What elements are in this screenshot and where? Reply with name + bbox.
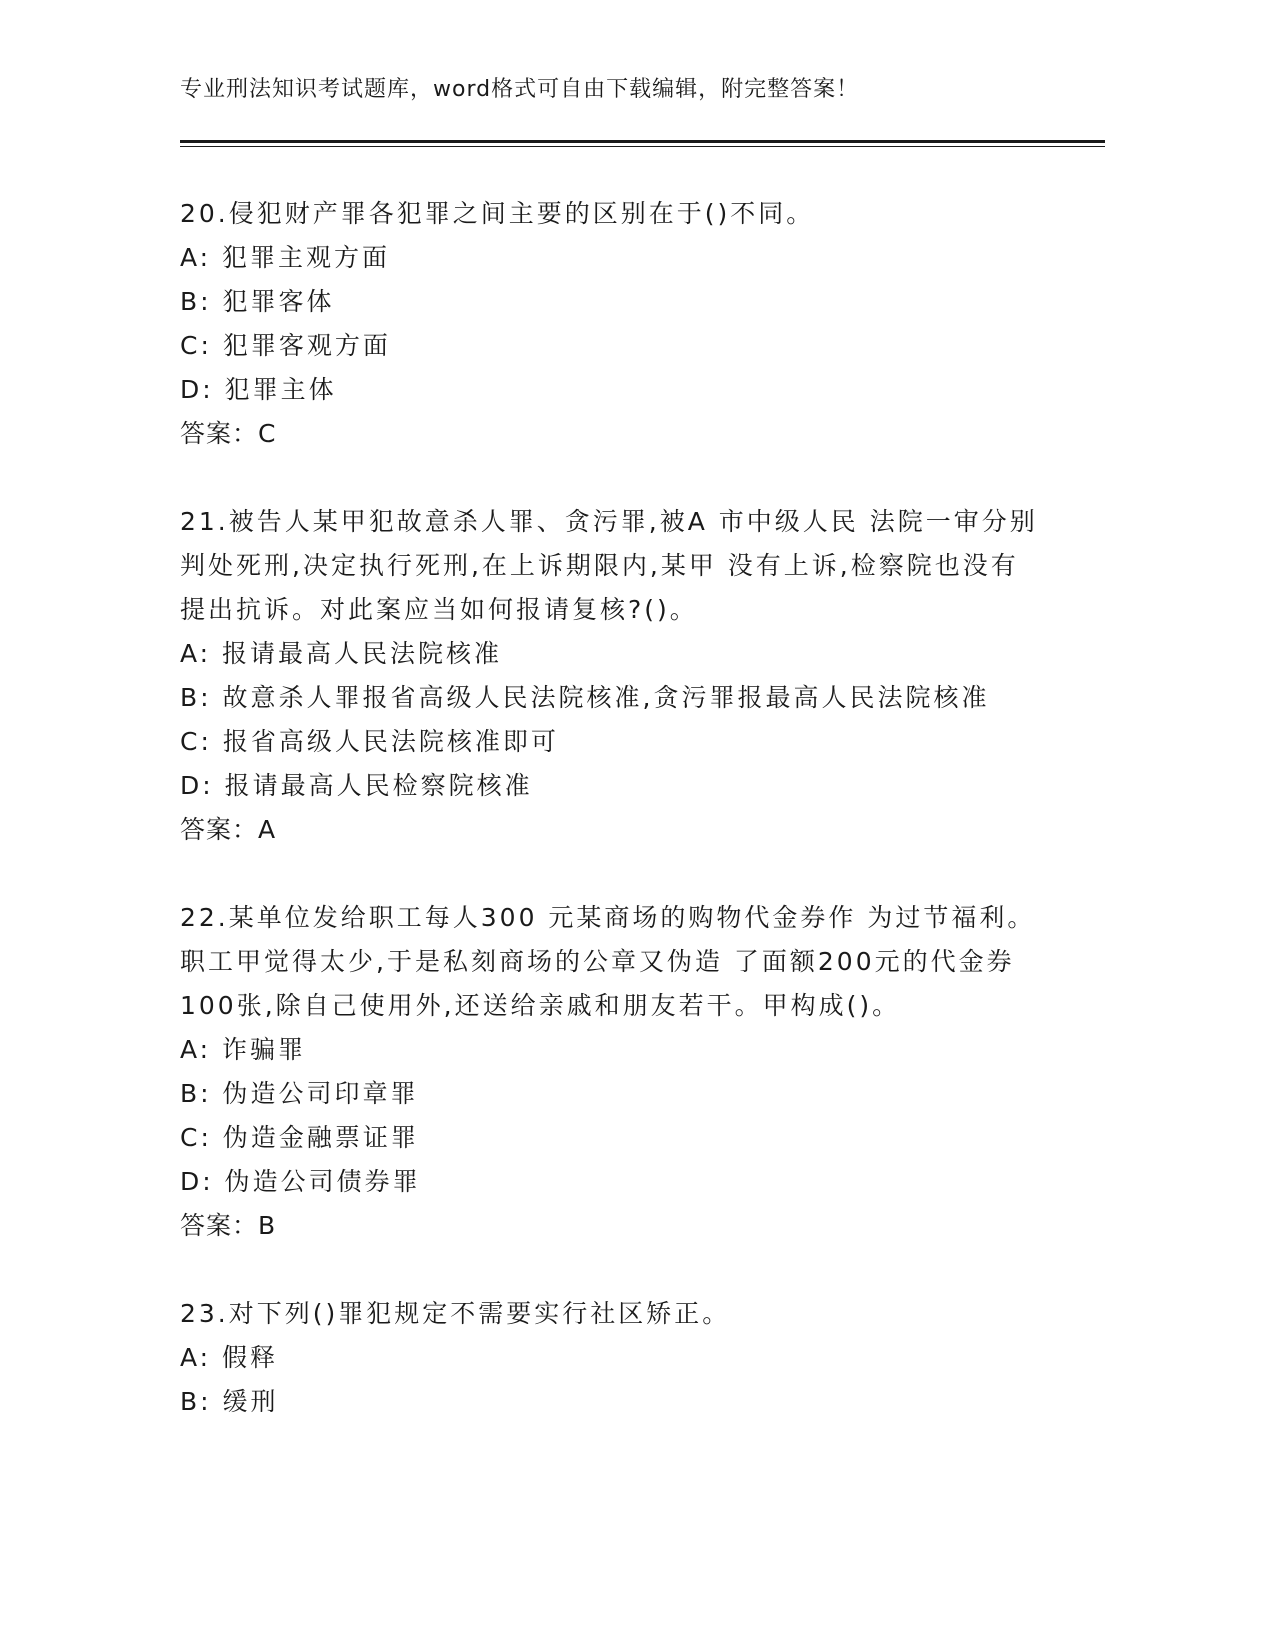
option-b: B: 缓刑 xyxy=(180,1387,279,1416)
question-23 xyxy=(180,1292,1105,1424)
option-c: C: 报省高级人民法院核准即可 xyxy=(180,727,559,756)
answer: 答案：B xyxy=(180,1211,277,1240)
question-20 xyxy=(180,192,1105,456)
question-21 xyxy=(180,500,1105,852)
question-text: 提出抗诉。对此案应当如何报请复核?()。 xyxy=(180,595,698,624)
page-header: 专业刑法知识考试题库，word格式可自由下载编辑，附完整答案！ xyxy=(180,77,860,102)
question-text: 21.被告人某甲犯故意杀人罪、贪污罪,被A 市中级人民 法院一审分别 xyxy=(180,507,1038,536)
option-a: A: 假释 xyxy=(180,1343,279,1372)
question-list xyxy=(180,192,1105,1468)
option-d: D: 犯罪主体 xyxy=(180,375,337,404)
question-text: 100张,除自己使用外,还送给亲戚和朋友若干。甲构成()。 xyxy=(180,991,901,1020)
option-a: A: 犯罪主观方面 xyxy=(180,243,391,272)
option-d: D: 报请最高人民检察院核准 xyxy=(180,771,533,800)
answer: 答案：C xyxy=(180,419,277,448)
option-c: C: 伪造金融票证罪 xyxy=(180,1123,419,1152)
option-a: A: 报请最高人民法院核准 xyxy=(180,639,503,668)
answer: 答案：A xyxy=(180,815,277,844)
question-text: 22.某单位发给职工每人300 元某商场的购物代金券作 为过节福利。 xyxy=(180,903,1036,932)
option-b: B: 故意杀人罪报省高级人民法院核准,贪污罪报最高人民法院核准 xyxy=(180,683,990,712)
question-text: 23.对下列()罪犯规定不需要实行社区矫正。 xyxy=(180,1299,731,1328)
question-22 xyxy=(180,896,1105,1248)
option-b: B: 犯罪客体 xyxy=(180,287,335,316)
header-divider-thick xyxy=(180,140,1105,143)
question-text: 20.侵犯财产罪各犯罪之间主要的区别在于()不同。 xyxy=(180,199,815,228)
question-text: 职工甲觉得太少,于是私刻商场的公章又伪造 了面额200元的代金券 xyxy=(180,947,1015,976)
question-text: 判处死刑,决定执行死刑,在上诉期限内,某甲 没有上诉,检察院也没有 xyxy=(180,551,1019,580)
option-c: C: 犯罪客观方面 xyxy=(180,331,391,360)
option-d: D: 伪造公司债券罪 xyxy=(180,1167,421,1196)
option-b: B: 伪造公司印章罪 xyxy=(180,1079,419,1108)
header-divider-thin xyxy=(180,146,1105,147)
option-a: A: 诈骗罪 xyxy=(180,1035,307,1064)
